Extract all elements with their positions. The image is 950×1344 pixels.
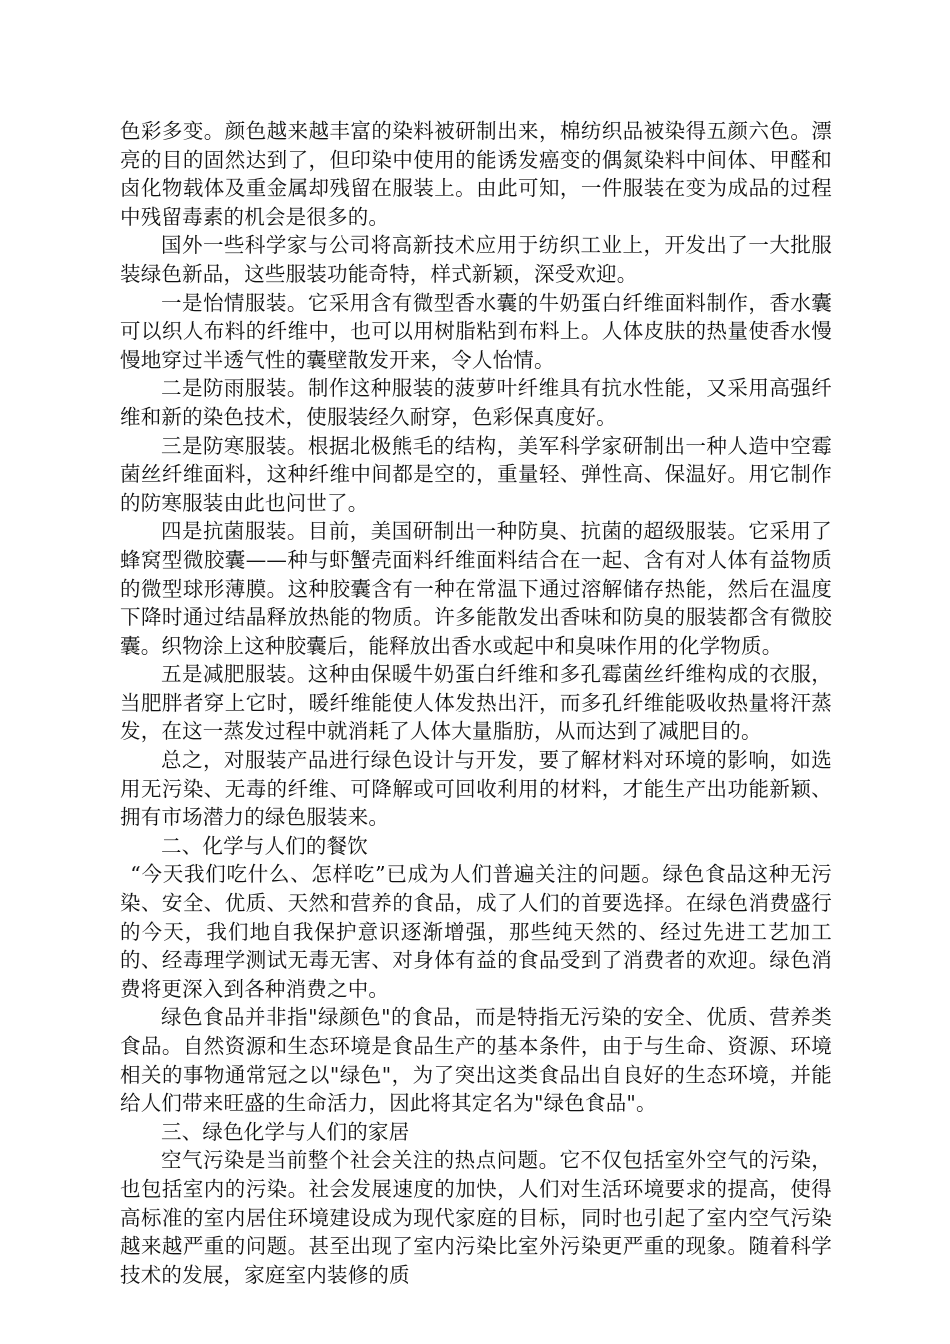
paragraph-green-consumption: “今天我们吃什么、怎样吃”已成为人们普遍关注的问题。绿色食品这种无污染、安全、优质、天然和营养的食品，成了人们的首要选择。在绿色消费盛行的今天，我们地自我保护意识逐渐增强，那些纯天然的、经过先进工艺加工的、经毒理学测试无毒无害、对身体有益的食品受到了消费者的欢迎。绿色消费将更深入到各种消费之中。 (120, 862, 832, 1001)
paragraph-air-pollution: 空气污染是当前整个社会关注的热点问题。它不仅包括室外空气的污染，也包括室内的污染。社会发展速度的加快，人们对生活环境要求的提高，使得高标准的室内居住环境建设成为现代家庭的目标，同时也引起了室内空气污染越来越严重的问题。甚至出现了室内污染比室外污染更严重的现象。随着科学技术的发展，家庭室内装修的质 (120, 1148, 832, 1287)
paragraph-clothing-summary: 总之，对服装产品进行绿色设计与开发，要了解材料对环境的影响，如选用无污染、无毒的纤维、可降解或可回收利用的材料，才能生产出功能新颖、拥有市场潜力的绿色服装来。 (120, 748, 832, 830)
paragraph-scented-clothing: 一是怡情服装。它采用含有微型香水囊的牛奶蛋白纤维面料制作，香水囊可以织人布料的纤维中，也可以用树脂粘到布料上。人体皮肤的热量使香水慢慢地穿过半透气性的囊壁散发开来，令人怡情。 (120, 290, 832, 372)
paragraph-green-clothing-intro: 国外一些科学家与公司将高新技术应用于纺织工业上，开发出了一大批服装绿色新品，这些服装功能奇特，样式新颖，深受欢迎。 (120, 233, 832, 286)
paragraph-coldproof-clothing: 三是防寒服装。根据北极熊毛的结构，美军科学家研制出一种人造中空霉菌丝纤维面料，这种纤维中间都是空的，重量轻、弹性高、保温好。用它制作的防寒服装由此也问世了。 (120, 433, 832, 515)
paragraph-slimming-clothing: 五是减肥服装。这种由保暖牛奶蛋白纤维和多孔霉菌丝纤维构成的衣服，当肥胖者穿上它时，暖纤维能使人体发热出汗，而多孔纤维能吸收热量将汗蒸发，在这一蒸发过程中就消耗了人体大量脂肪，从而达到了减肥目的。 (120, 662, 832, 744)
document-page (120, 117, 832, 1289)
paragraph-dye-residue: 色彩多变。颜色越来越丰富的染料被研制出来，棉纺织品被染得五颜六色。漂亮的目的固然达到了，但印染中使用的能诱发癌变的偶氮染料中间体、甲醛和卤化物载体及重金属却残留在服装上。由此可知，一件服装在变为成品的过程中残留毒素的机会是很多的。 (120, 119, 832, 229)
section-heading-diet: 二、化学与人们的餐饮 (161, 833, 368, 858)
paragraph-rainproof-clothing: 二是防雨服装。制作这种服装的菠萝叶纤维具有抗水性能，又采用高强纤维和新的染色技术，使服装经久耐穿，色彩保真度好。 (120, 376, 832, 429)
paragraph-antibacterial-clothing: 四是抗菌服装。目前，美国研制出一种防臭、抗菌的超级服装。它采用了蜂窝型微胶囊——种与虾蟹壳面料纤维面料结合在一起、含有对人体有益物质的微型球形薄膜。这种胶囊含有一种在常温下通过溶解储存热能，然后在温度下降时通过结晶释放热能的物质。许多能散发出香味和防臭的服装都含有微胶囊。织物涂上这种胶囊后，能释放出香水或起中和臭味作用的化学物质。 (120, 519, 832, 658)
paragraph-green-food-definition: 绿色食品并非指"绿颜色"的食品，而是特指无污染的安全、优质、营养类食品。自然资源和生态环境是食品生产的基本条件，由于与生命、资源、环境相关的事物通常冠之以"绿色"，为了突出这类食品出自良好的生态环境，并能给人们带来旺盛的生命活力，因此将其定名为"绿色食品"。 (120, 1005, 832, 1116)
section-heading-home: 三、绿色化学与人们的家居 (161, 1119, 410, 1144)
